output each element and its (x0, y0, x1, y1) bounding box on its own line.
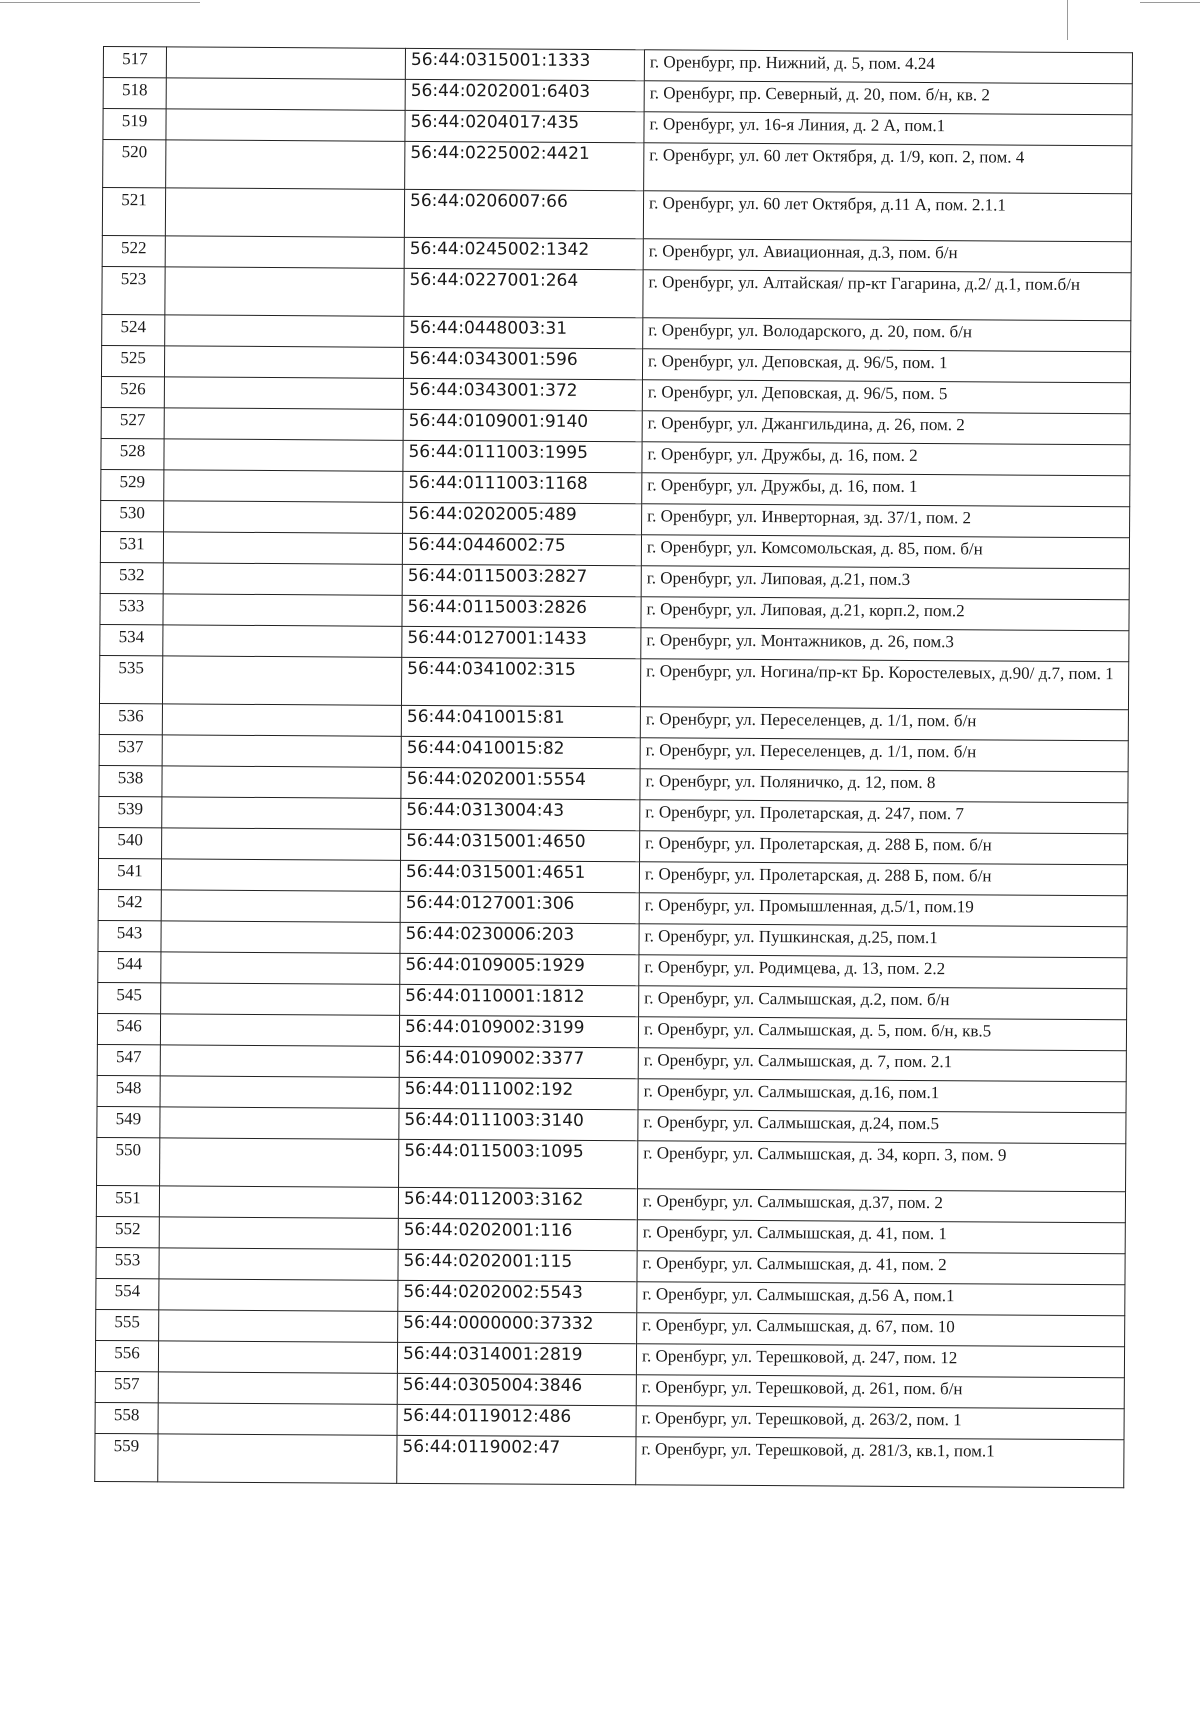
table-row (103, 140, 1132, 194)
empty-cell (162, 704, 401, 736)
address-cell: г. Оренбург, ул. Салмышская, д. 67, пом. 10 (637, 1313, 1125, 1347)
cadastral-number-cell: 56:44:0110001:1812 (400, 984, 639, 1016)
empty-cell (164, 501, 403, 533)
row-number-cell: 519 (103, 109, 166, 140)
address-cell: г. Оренбург, ул. Джангильдина, д. 26, пом. 2 (642, 411, 1130, 445)
cadastral-number-cell: 56:44:0109002:3199 (399, 1015, 638, 1047)
row-number-cell: 549 (97, 1106, 160, 1137)
row-number-cell: 555 (96, 1309, 159, 1340)
empty-cell (160, 1107, 399, 1139)
empty-cell (158, 1372, 397, 1404)
empty-cell (160, 1076, 399, 1108)
cadastral-number-cell: 56:44:0202001:6403 (405, 79, 644, 111)
table-row (102, 188, 1131, 242)
address-cell: г. Оренбург, пр. Нижний, д. 5, пом. 4.24 (644, 50, 1132, 84)
table-row (95, 1433, 1124, 1487)
row-number-cell: 540 (99, 827, 162, 858)
address-cell: г. Оренбург, ул. Салмышская, д. 41, пом. 2 (637, 1251, 1125, 1285)
row-number-cell: 525 (101, 345, 164, 376)
row-number-cell: 554 (96, 1278, 159, 1309)
empty-cell (166, 78, 405, 110)
cadastral-number-cell: 56:44:0202001:5554 (401, 767, 640, 799)
empty-cell (166, 47, 405, 79)
scan-edge-mark-vertical (1067, 0, 1068, 40)
row-number-cell: 544 (98, 951, 161, 982)
row-number-cell: 529 (101, 469, 164, 500)
row-number-cell: 553 (96, 1247, 159, 1278)
empty-cell (160, 1138, 399, 1187)
address-cell: г. Оренбург, ул. Алтайская/ пр-кт Гагарина, д.2/ д.1, пом.б/н (643, 270, 1131, 321)
empty-cell (165, 315, 404, 347)
property-registry-table (94, 46, 1133, 1488)
row-number-cell: 527 (101, 407, 164, 438)
cadastral-number-cell: 56:44:0109005:1929 (400, 953, 639, 985)
row-number-cell: 517 (103, 47, 166, 78)
row-number-cell: 522 (102, 235, 165, 266)
address-cell: г. Оренбург, ул. Пролетарская, д. 288 Б, пом. б/н (639, 862, 1127, 896)
row-number-cell: 518 (103, 78, 166, 109)
cadastral-number-cell: 56:44:0115003:1095 (399, 1139, 638, 1188)
empty-cell (160, 1045, 399, 1077)
row-number-cell: 556 (95, 1340, 158, 1371)
row-number-cell: 543 (98, 920, 161, 951)
cadastral-number-cell: 56:44:0119002:47 (397, 1435, 636, 1484)
row-number-cell: 526 (101, 376, 164, 407)
row-number-cell: 533 (100, 593, 163, 624)
cadastral-number-cell: 56:44:0115003:2827 (402, 564, 641, 596)
cadastral-number-cell: 56:44:0119012:486 (397, 1404, 636, 1436)
address-cell: г. Оренбург, ул. Переселенцев, д. 1/1, пом. б/н (640, 707, 1128, 741)
cadastral-number-cell: 56:44:0206007:66 (404, 189, 643, 238)
empty-cell (161, 952, 400, 984)
empty-cell (160, 1014, 399, 1046)
cadastral-number-cell: 56:44:0202001:115 (398, 1249, 637, 1281)
address-cell: г. Оренбург, ул. Терешковой, д. 281/3, кв.1, пом.1 (636, 1437, 1124, 1488)
cadastral-number-cell: 56:44:0314001:2819 (397, 1342, 636, 1374)
row-number-cell: 534 (100, 624, 163, 655)
row-number-cell: 552 (96, 1216, 159, 1247)
address-cell: г. Оренбург, ул. Поляничко, д. 12, пом. 8 (640, 769, 1128, 803)
row-number-cell: 520 (103, 140, 166, 188)
empty-cell (164, 470, 403, 502)
row-number-cell: 538 (99, 765, 162, 796)
cadastral-number-cell: 56:44:0410015:81 (401, 705, 640, 737)
empty-cell (164, 439, 403, 471)
address-cell: г. Оренбург, ул. Володарского, д. 20, пом. б/н (643, 318, 1131, 352)
cadastral-number-cell: 56:44:0115003:2826 (402, 595, 641, 627)
address-cell: г. Оренбург, ул. Терешковой, д. 261, пом. б/н (636, 1375, 1124, 1409)
cadastral-number-cell: 56:44:0000000:37332 (398, 1311, 637, 1343)
cadastral-number-cell: 56:44:0305004:3846 (397, 1373, 636, 1405)
cadastral-number-cell: 56:44:0202005:489 (403, 502, 642, 534)
empty-cell (165, 188, 404, 237)
cadastral-number-cell: 56:44:0245002:1342 (404, 237, 643, 269)
row-number-cell: 528 (101, 438, 164, 469)
address-cell: г. Оренбург, ул. Салмышская, д.2, пом. б/н (639, 986, 1127, 1020)
empty-cell (162, 828, 401, 860)
address-cell: г. Оренбург, ул. Салмышская, д. 34, корп. 3, пом. 9 (638, 1141, 1126, 1192)
empty-cell (162, 797, 401, 829)
row-number-cell: 545 (98, 982, 161, 1013)
cadastral-number-cell: 56:44:0448003:31 (404, 316, 643, 348)
cadastral-number-cell: 56:44:0202002:5543 (398, 1280, 637, 1312)
cadastral-number-cell: 56:44:0111003:3140 (399, 1108, 638, 1140)
address-cell: г. Оренбург, ул. Ногина/пр-кт Бр. Коростелевых, д.90/ д.7, пом. 1 (640, 659, 1128, 710)
address-cell: г. Оренбург, ул. Салмышская, д.37, пом. 2 (637, 1189, 1125, 1223)
cadastral-number-cell: 56:44:0111002:192 (399, 1077, 638, 1109)
empty-cell (159, 1186, 398, 1218)
address-cell: г. Оренбург, пр. Северный, д. 20, пом. б/н, кв. 2 (644, 81, 1132, 115)
row-number-cell: 542 (98, 889, 161, 920)
table-row (102, 266, 1131, 320)
empty-cell (164, 408, 403, 440)
row-number-cell: 535 (99, 655, 162, 703)
row-number-cell: 537 (99, 734, 162, 765)
empty-cell (159, 1310, 398, 1342)
address-cell: г. Оренбург, ул. Родимцева, д. 13, пом. 2.2 (639, 955, 1127, 989)
empty-cell (159, 1217, 398, 1249)
row-number-cell: 523 (102, 266, 165, 314)
scan-edge-mark-top-right (1140, 2, 1200, 3)
cadastral-number-cell: 56:44:0446002:75 (402, 533, 641, 565)
address-cell: г. Оренбург, ул. Пролетарская, д. 247, пом. 7 (640, 800, 1128, 834)
address-cell: г. Оренбург, ул. Терешковой, д. 247, пом. 12 (636, 1344, 1124, 1378)
address-cell: г. Оренбург, ул. Липовая, д.21, пом.3 (641, 566, 1129, 600)
cadastral-number-cell: 56:44:0127001:1433 (402, 626, 641, 658)
empty-cell (158, 1403, 397, 1435)
empty-cell (159, 1248, 398, 1280)
cadastral-number-cell: 56:44:0112003:3162 (398, 1187, 637, 1219)
address-cell: г. Оренбург, ул. Салмышская, д. 41, пом. 1 (637, 1220, 1125, 1254)
empty-cell (161, 983, 400, 1015)
row-number-cell: 559 (95, 1433, 158, 1481)
cadastral-number-cell: 56:44:0109001:9140 (403, 409, 642, 441)
empty-cell (163, 532, 402, 564)
row-number-cell: 532 (100, 562, 163, 593)
cadastral-number-cell: 56:44:0111003:1995 (403, 440, 642, 472)
empty-cell (161, 890, 400, 922)
empty-cell (158, 1434, 397, 1483)
address-cell: г. Оренбург, ул. Дружбы, д. 16, пом. 1 (642, 473, 1130, 507)
cadastral-number-cell: 56:44:0315001:4651 (400, 860, 639, 892)
empty-cell (159, 1279, 398, 1311)
address-cell: г. Оренбург, ул. Пролетарская, д. 288 Б, пом. б/н (640, 831, 1128, 865)
cadastral-number-cell: 56:44:0225002:4421 (405, 141, 644, 190)
cadastral-number-cell: 56:44:0343001:372 (403, 378, 642, 410)
row-number-cell: 541 (98, 858, 161, 889)
address-cell: г. Оренбург, ул. Салмышская, д. 7, пом. 2.1 (638, 1048, 1126, 1082)
address-cell: г. Оренбург, ул. Липовая, д.21, корп.2, пом.2 (641, 597, 1129, 631)
address-cell: г. Оренбург, ул. Салмышская, д.16, пом.1 (638, 1079, 1126, 1113)
cadastral-number-cell: 56:44:0230006:203 (400, 922, 639, 954)
address-cell: г. Оренбург, ул. Дружбы, д. 16, пом. 2 (642, 442, 1130, 476)
row-number-cell: 531 (100, 531, 163, 562)
empty-cell (165, 236, 404, 268)
empty-cell (162, 766, 401, 798)
address-cell: г. Оренбург, ул. 60 лет Октября, д.11 А, пом. 2.1.1 (643, 191, 1131, 242)
empty-cell (162, 735, 401, 767)
row-number-cell: 547 (97, 1044, 160, 1075)
row-number-cell: 530 (101, 500, 164, 531)
row-number-cell: 558 (95, 1402, 158, 1433)
empty-cell (158, 1341, 397, 1373)
cadastral-number-cell: 56:44:0341002:315 (401, 657, 640, 706)
empty-cell (161, 859, 400, 891)
cadastral-number-cell: 56:44:0202001:116 (398, 1218, 637, 1250)
empty-cell (165, 267, 404, 316)
cadastral-number-cell: 56:44:0227001:264 (404, 268, 643, 317)
empty-cell (163, 563, 402, 595)
scan-edge-mark-top-left (0, 2, 200, 3)
address-cell: г. Оренбург, ул. Промышленная, д.5/1, пом.19 (639, 893, 1127, 927)
address-cell: г. Оренбург, ул. Пушкинская, д.25, пом.1 (639, 924, 1127, 958)
empty-cell (161, 921, 400, 953)
cadastral-number-cell: 56:44:0315001:1333 (405, 48, 644, 80)
empty-cell (166, 109, 405, 141)
address-cell: г. Оренбург, ул. Авиационная, д.3, пом. б/н (643, 239, 1131, 273)
table-row (97, 1137, 1126, 1191)
address-cell: г. Оренбург, ул. Инверторная, зд. 37/1, пом. 2 (642, 504, 1130, 538)
address-cell: г. Оренбург, ул. Комсомольская, д. 85, пом. б/н (641, 535, 1129, 569)
table-row (99, 655, 1128, 709)
row-number-cell: 521 (102, 188, 165, 236)
row-number-cell: 551 (96, 1185, 159, 1216)
cadastral-number-cell: 56:44:0343001:596 (403, 347, 642, 379)
cadastral-number-cell: 56:44:0111003:1168 (403, 471, 642, 503)
empty-cell (163, 594, 402, 626)
row-number-cell: 524 (102, 314, 165, 345)
address-cell: г. Оренбург, ул. Салмышская, д.24, пом.5 (638, 1110, 1126, 1144)
cadastral-number-cell: 56:44:0410015:82 (401, 736, 640, 768)
empty-cell (162, 656, 401, 705)
cadastral-number-cell: 56:44:0313004:43 (401, 798, 640, 830)
cadastral-number-cell: 56:44:0109002:3377 (399, 1046, 638, 1078)
address-cell: г. Оренбург, ул. Деповская, д. 96/5, пом. 5 (642, 380, 1130, 414)
cadastral-number-cell: 56:44:0127001:306 (400, 891, 639, 923)
address-cell: г. Оренбург, ул. 16-я Линия, д. 2 А, пом.1 (644, 112, 1132, 146)
cadastral-number-cell: 56:44:0204017:435 (405, 110, 644, 142)
address-cell: г. Оренбург, ул. Салмышская, д.56 А, пом.1 (637, 1282, 1125, 1316)
cadastral-number-cell: 56:44:0315001:4650 (401, 829, 640, 861)
row-number-cell: 539 (99, 796, 162, 827)
row-number-cell: 550 (97, 1137, 160, 1185)
address-cell: г. Оренбург, ул. Переселенцев, д. 1/1, пом. б/н (640, 738, 1128, 772)
row-number-cell: 546 (97, 1013, 160, 1044)
address-cell: г. Оренбург, ул. Терешковой, д. 263/2, пом. 1 (636, 1406, 1124, 1440)
address-cell: г. Оренбург, ул. Салмышская, д. 5, пом. б/н, кв.5 (638, 1017, 1126, 1051)
address-cell: г. Оренбург, ул. Монтажников, д. 26, пом.3 (641, 628, 1129, 662)
row-number-cell: 557 (95, 1371, 158, 1402)
row-number-cell: 536 (99, 703, 162, 734)
registry-table-body (95, 47, 1133, 1488)
empty-cell (164, 346, 403, 378)
address-cell: г. Оренбург, ул. Деповская, д. 96/5, пом. 1 (642, 349, 1130, 383)
row-number-cell: 548 (97, 1075, 160, 1106)
empty-cell (166, 140, 405, 189)
empty-cell (164, 377, 403, 409)
address-cell: г. Оренбург, ул. 60 лет Октября, д. 1/9, коп. 2, пом. 4 (644, 143, 1132, 194)
empty-cell (163, 625, 402, 657)
